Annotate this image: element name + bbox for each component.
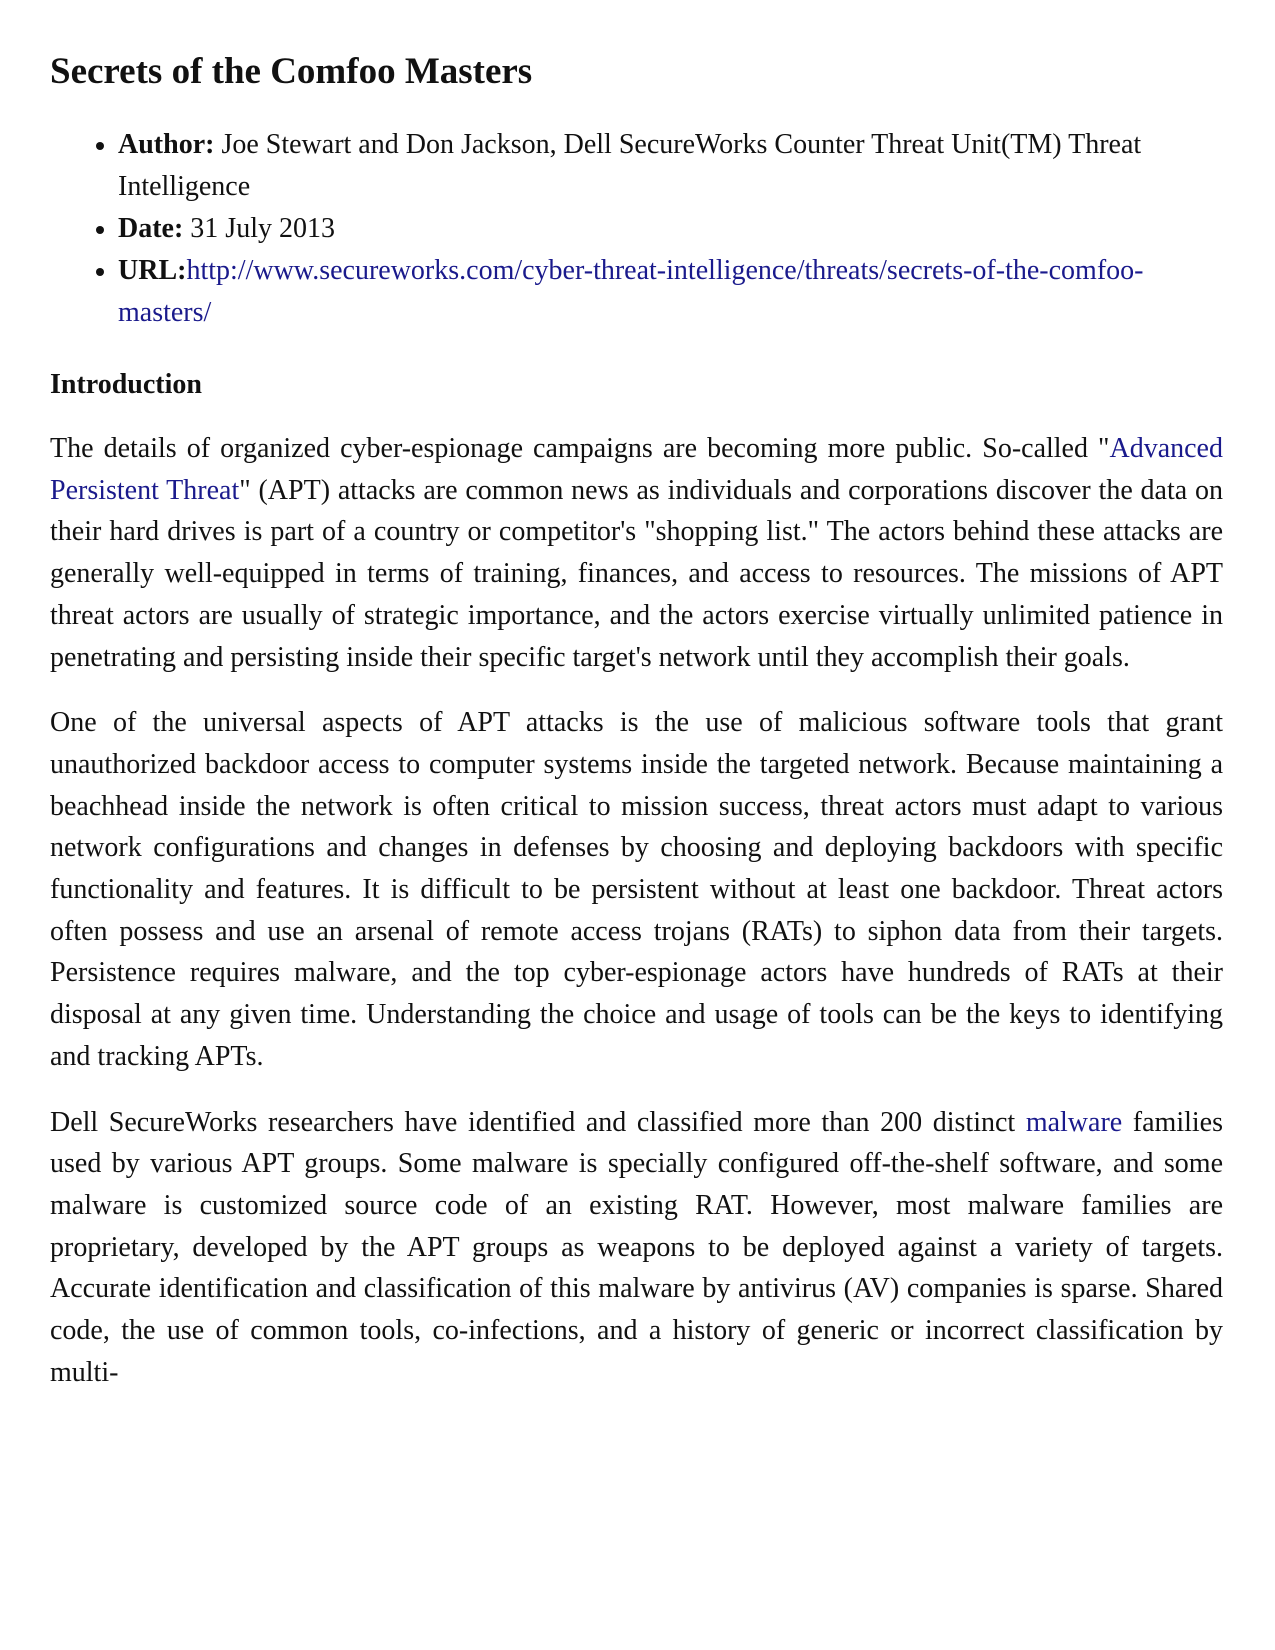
- author-value: Joe Stewart and Don Jackson, Dell SecureWorks Counter Threat Unit(TM) Threat Intelligence: [118, 129, 1142, 203]
- paragraph-text: The details of organized cyber-espionage campaigns are becoming more public. So-called ": [50, 432, 1110, 464]
- malware-link[interactable]: malware: [1025, 1106, 1123, 1138]
- metadata-list: [50, 124, 1223, 334]
- intro-paragraph-1: [50, 428, 1223, 678]
- document-page: [50, 40, 1223, 1417]
- author-label: Author:: [118, 129, 215, 161]
- apt-link[interactable]: Advanced Persistent Threat: [50, 432, 1223, 506]
- paragraph-text: " (APT) attacks are common news as individuals and corporations discover the data on their hard drives is part of a country or competitor's "shopping list." The actors behind these attacks are generally well-equipped in terms of training, finances, and access to resources. The missions of APT threat actors are usually of strategic importance, and the actors exercise virtually unlimited patience in penetrating and persisting inside their specific target's network until they accomplish their goals.: [50, 474, 1223, 673]
- date-item: [118, 208, 1223, 250]
- url-item: [118, 250, 1223, 334]
- page-title: Secrets of the Comfoo Masters: [50, 51, 533, 92]
- url-label: URL:: [118, 255, 187, 287]
- date-value: 31 July 2013: [183, 213, 335, 245]
- author-item: [118, 124, 1223, 208]
- paragraph-text: families used by various APT groups. Some malware is specially configured off-the-shelf software, and some malware is customized source code of an existing RAT. However, most malware families are proprietary, developed by the APT groups as weapons to be deployed against a variety of targets. Accurate identification and classification of this malware by antivirus (AV) companies is sparse. Shared code, the use of common tools, co-infections, and a history of generic or incorrect classification by multi-: [50, 1106, 1223, 1388]
- date-label: Date:: [118, 213, 184, 245]
- paragraph-text: Dell SecureWorks researchers have identified and classified more than 200 distinct: [50, 1106, 1026, 1138]
- intro-paragraph-3: [50, 1102, 1223, 1394]
- intro-paragraph-2: One of the universal aspects of APT attacks is the use of malicious software tools that grant unauthorized backdoor access to computer systems inside the targeted network. Because maintaining a beachhead inside the network is often critical to mission success, threat actors must adapt to various network configurations and changes in defenses by choosing and deploying backdoors with specific functionality and features. It is difficult to be persistent without at least one backdoor. Threat actors often possess and use an arsenal of remote access trojans (RATs) to siphon data from their targets. Persistence requires malware, and the top cyber-espionage actors have hundreds of RATs at their disposal at any given time. Understanding the choice and usage of tools can be the keys to identifying and tracking APTs.: [50, 707, 1223, 1072]
- section-heading-introduction: Introduction: [50, 369, 202, 401]
- source-url-link[interactable]: http://www.secureworks.com/cyber-threat-intelligence/threats/secrets-of-the-comfoo-masters/: [118, 255, 1144, 329]
